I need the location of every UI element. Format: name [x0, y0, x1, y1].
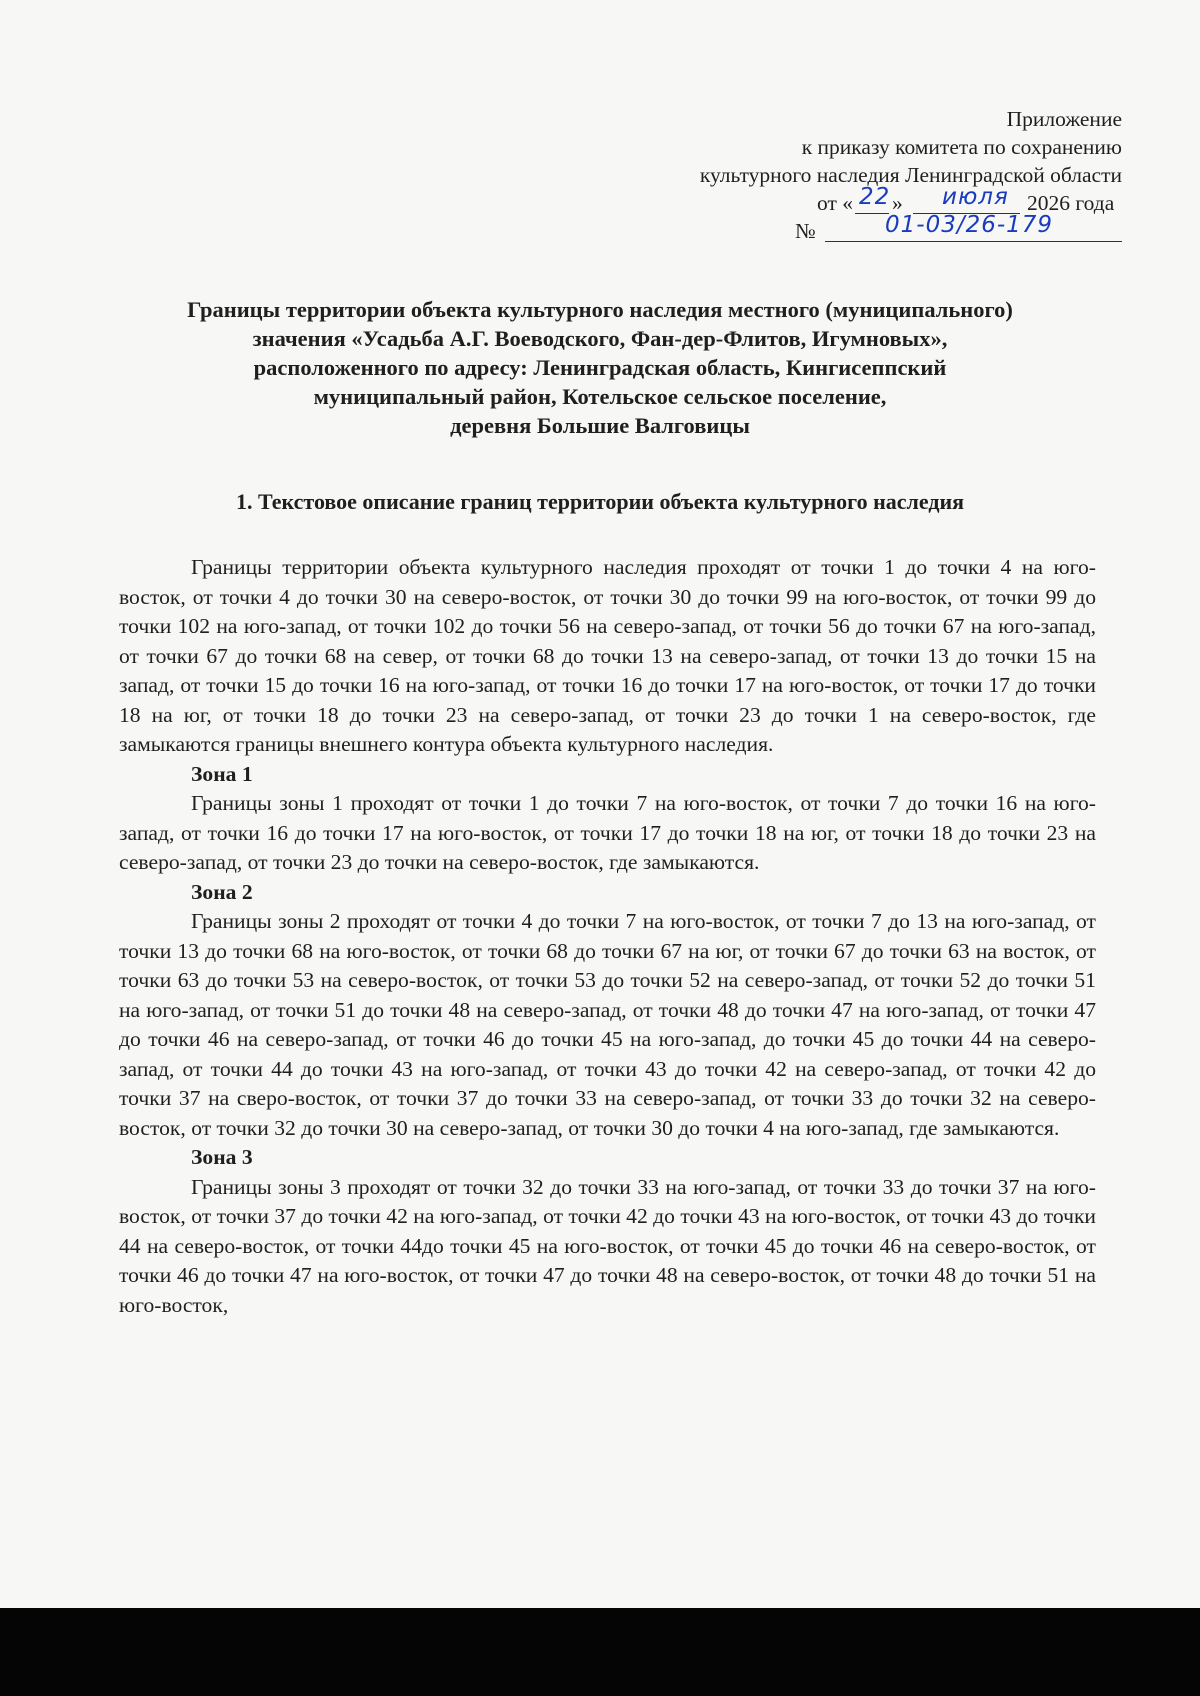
zone-3-description: Границы зоны 3 проходят от точки 32 до точки 33 на юго-запад, от точки 33 до точки 37 на юго-восток, от точки 37 до точки 42 на юго-запад, от точки 42 до точки 43 на юго-восток, от точки 43 до точки 44 на северо-восток, от точки 44до точки 45 на юго-восток, от точки 45 до точки 46 на северо-восток, от точки 46 до точки 47 на юго-восток, от точки 47 до точки 48 на северо-восток, от точки 48 до точки 51 на юго-восток, — [119, 1174, 1096, 1317]
order-reference-line-2: культурного наследия Ленинградской области — [699, 163, 1122, 187]
zone-1-description: Границы зоны 1 проходят от точки 1 до точки 7 на юго-восток, от точки 7 до точки 16 на юго-запад, от точки 16 до точки 17 на юго-восток, от точки 17 до точки 18 на юг, от точки 18 до точки 23 на северо-запад, от точки 23 до точки на северо-восток, где замыкаются. — [119, 791, 1096, 874]
title-line-4: муниципальный район, Котельское сельское поселение, — [313, 384, 887, 409]
title-line-3: расположенного по адресу: Ленинградская область, Кингисеппский — [253, 355, 947, 380]
date-prefix: от « — [817, 191, 853, 215]
zone-2-heading: Зона 2 — [191, 879, 253, 904]
handwritten-month: июля — [942, 184, 1009, 210]
section-1-heading: 1. Текстовое описание границ территории объекта культурного наследия — [235, 489, 965, 514]
title-line-5: деревня Большие Валговицы — [450, 413, 750, 438]
document-title — [100, 295, 1100, 440]
boundary-description: Границы территории объекта культурного наследия проходят от точки 1 до точки 4 на юго-восток, от точки 4 до точки 30 на северо-восток, от точки 30 до точки 99 на юго-восток, от точки 99 до точки 102 на юго-запад, от точки 102 до точки 56 на северо-запад, от точки 56 до точки 67 на юго-запад, от точки 67 до точки 68 на север, от точки 68 до точки 13 на северо-запад, от точки 13 до точки 15 на запад, от точки 15 до точки 16 на юго-запад, от точки 16 до точки 17 на юго-восток, от точки 17 до точки 18 на юг, от точки 18 до точки 23 на северо-запад, от точки 23 до точки 1 на северо-восток, где замыкаются границы внешнего контура объекта культурного наследия. — [119, 555, 1096, 756]
day-underline — [855, 213, 889, 214]
zone-2-description: Границы зоны 2 проходят от точки 4 до точки 7 на юго-восток, от точки 7 до 13 на юго-запад, от точки 13 до точки 68 на юго-восток, от точки 68 до точки 67 на юг, от точки 67 до точки 63 на восток, от точки 63 до точки 53 на северо-восток, от точки 53 до точки 52 на северо-запад, от точки 52 до точки 51 на юго-запад, от точки 51 до точки 48 на северо-запад, от точки 48 до точки 47 на юго-запад, от точки 47 до точки 46 на северо-запад, от точки 46 до точки 45 на юго-запад, до точки 45 до точки 44 на северо-запад, от точки 44 до точки 43 на юго-запад, от точки 43 до точки 42 на северо-запад, от точки 42 до точки 37 на сверо-восток, от точки 37 до точки 33 на северо-запад, от точки 33 до точки 32 на северо-восток, от точки 32 до точки 30 на северо-запад, от точки 30 до точки 4 на юго-запад, где замыкаются. — [119, 909, 1096, 1140]
order-number-line — [795, 212, 1122, 245]
scan-edge-strip — [0, 1608, 1200, 1696]
date-year: 2026 года — [1027, 191, 1115, 215]
order-reference-line-1: к приказу комитета по сохранению — [801, 135, 1122, 159]
date-mid: » — [892, 191, 903, 215]
section-1-body — [119, 553, 1096, 1320]
title-line-2: значения «Усадьба А.Г. Воеводского, Фан-дер-Флитов, Игумновых», — [252, 326, 948, 351]
title-line-1: Границы территории объекта культурного наследия местного (муниципального) — [187, 297, 1013, 322]
zone-3-heading: Зона 3 — [191, 1145, 253, 1169]
appendix-label: Приложение — [1006, 107, 1122, 131]
zone-1-heading: Зона 1 — [191, 761, 253, 786]
handwritten-number: 01-03/26-179 — [885, 212, 1054, 238]
number-underline — [825, 241, 1122, 242]
appendix-header — [562, 105, 1122, 245]
number-sign: № — [795, 219, 816, 243]
handwritten-day: 22 — [859, 184, 891, 210]
